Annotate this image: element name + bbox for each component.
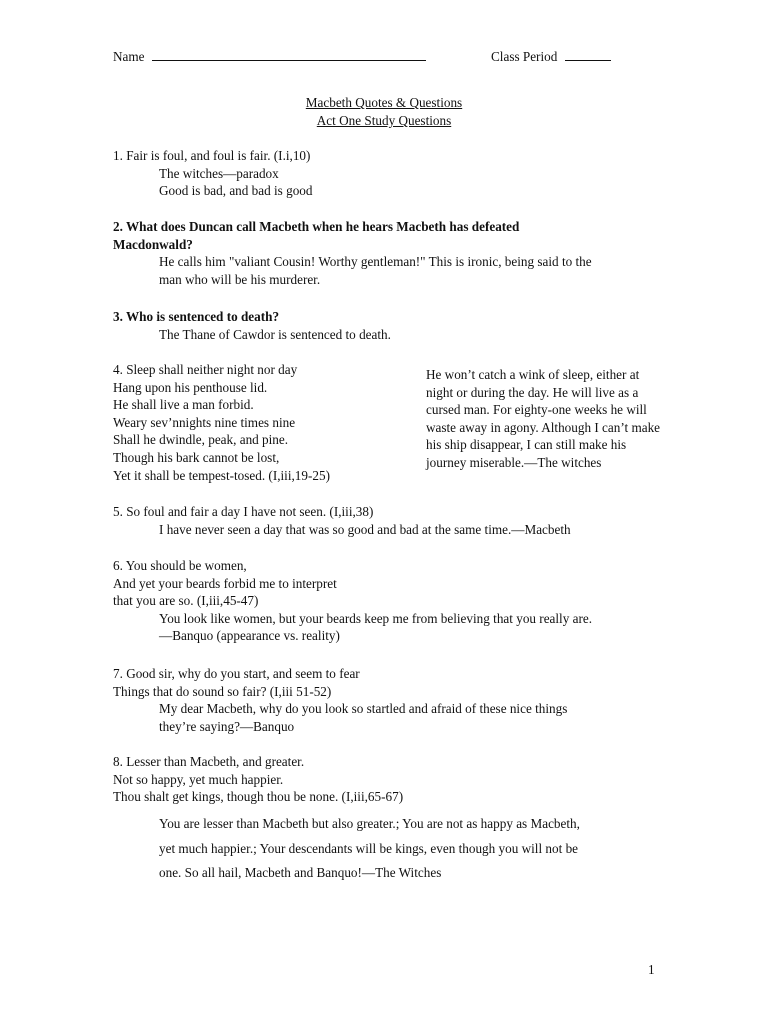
q2-answer-line: man who will be his murderer. <box>159 271 321 287</box>
name-label: Name <box>113 49 145 64</box>
q4-quote-line: He shall live a man forbid. <box>113 397 254 413</box>
question-7 <box>113 665 567 735</box>
class-period-label: Class Period <box>491 49 558 64</box>
q7-answer-line: My dear Macbeth, why do you look so startled and afraid of these nice things <box>159 701 568 717</box>
q8-quote-line: Thou shalt get kings, though thou be none. (I,iii,65-67) <box>113 789 404 805</box>
q7-quote-line: Things that do sound so fair? (I,iii 51-52) <box>113 683 332 699</box>
q8-answer-line: You are lesser than Macbeth but also greater.; You are not as happy as Macbeth, <box>159 816 580 831</box>
question-4-quote <box>113 361 330 484</box>
question-8-answer <box>159 812 580 886</box>
q4-answer-line: journey miserable.—The witches <box>426 454 602 470</box>
q8-answer-line: yet much happier.; Your descendants will be kings, even though you will not be <box>159 840 579 856</box>
q6-answer-line: You look like women, but your beards keep me from believing that you really are. <box>159 610 593 626</box>
q1-quote: 1. Fair is foul, and foul is fair. (I.i,10) <box>113 148 311 163</box>
q6-quote-line: 6. You should be women, <box>113 558 247 573</box>
q1-answer-line: Good is bad, and bad is good <box>159 183 313 199</box>
question-5 <box>113 503 571 538</box>
q3-answer: The Thane of Cawdor is sentenced to death. <box>159 326 391 342</box>
name-blank-line <box>152 48 426 61</box>
q4-quote-line: Yet it shall be tempest-tosed. (I,iii,19-25) <box>113 467 330 483</box>
question-6 <box>113 557 592 645</box>
page-number: 1 <box>648 962 655 977</box>
q5-quote: 5. So foul and fair a day I have not seen. (I,iii,38) <box>113 504 374 519</box>
q8-quote-line: 8. Lesser than Macbeth, and greater. <box>113 754 305 769</box>
q8-answer-line: one. So all hail, Macbeth and Banquo!—The Witches <box>159 865 442 880</box>
question-8 <box>113 753 403 806</box>
q4-quote-line: 4. Sleep shall neither night nor day <box>113 362 298 377</box>
q8-quote-line: Not so happy, yet much happier. <box>113 771 284 787</box>
class-period-blank-line <box>565 48 611 61</box>
name-field <box>113 48 426 66</box>
q4-answer-line: He won’t catch a wink of sleep, either at <box>426 367 640 382</box>
q4-answer-line: night or during the day. He will live as a <box>426 384 639 400</box>
q2-answer-line: He calls him "valiant Cousin! Worthy gentleman!" This is ironic, being said to the <box>159 254 592 270</box>
q7-answer-line: they’re saying?—Banquo <box>159 718 295 734</box>
document-title: Macbeth Quotes & Questions <box>305 95 463 110</box>
q4-quote-line: Shall he dwindle, peak, and pine. <box>113 432 289 448</box>
q6-answer-line: —Banquo (appearance vs. reality) <box>159 628 340 644</box>
q4-answer-line: cursed man. For eighty-one weeks he will <box>426 402 647 418</box>
q3-question: 3. Who is sentenced to death? <box>113 309 280 324</box>
q1-answer-line: The witches—paradox <box>159 165 279 181</box>
q2-question-line: Macdonwald? <box>113 236 193 252</box>
q4-quote-line: Weary sev’nnights nine times nine <box>113 414 296 430</box>
question-4-answer <box>426 366 716 472</box>
q5-answer: I have never seen a day that was so good and bad at the same time.—Macbeth <box>159 521 571 537</box>
q4-quote-line: Hang upon his penthouse lid. <box>113 379 268 395</box>
q6-quote-line: And yet your beards forbid me to interpret <box>113 575 337 591</box>
q4-answer-line: waste away in agony. Although I can’t make <box>426 419 661 435</box>
question-2 <box>113 218 592 288</box>
q4-quote-line: Though his bark cannot be lost, <box>113 449 280 465</box>
class-period-field <box>491 48 611 66</box>
q6-quote-line: that you are so. (I,iii,45-47) <box>113 593 259 609</box>
document-subtitle: Act One Study Questions <box>316 113 452 128</box>
question-3 <box>113 308 391 343</box>
q4-answer-line: his ship disappear, I can still make his <box>426 437 627 453</box>
q2-question-line: 2. What does Duncan call Macbeth when he hears Macbeth has defeated <box>113 219 520 234</box>
q7-quote-line: 7. Good sir, why do you start, and seem to fear <box>113 666 360 681</box>
question-1 <box>113 147 312 200</box>
